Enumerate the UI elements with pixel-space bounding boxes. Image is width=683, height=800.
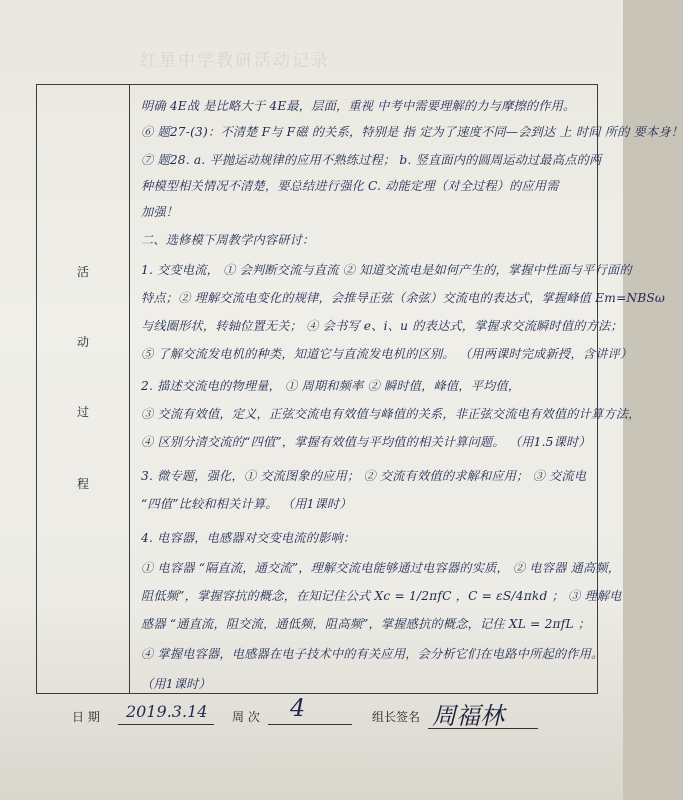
bleed-through-header: 红星中学教研活动记录 [140,51,330,71]
content-line: 1. 交变电流， ① 会判断交流与直流 ② 知道交流电是如何产生的，掌握中性面与平行面的 [141,263,632,277]
date-label: 日 期 [72,710,100,724]
content-line: ⑦ 题28. a. 平抛运动规律的应用不熟练过程； b. 竖直面内的圆周运动过最高点的两 [141,153,602,167]
content-line: 感器 “通直流，阻交流，通低频，阻高频”，掌握感抗的概念，记住 XL = 2πfL ； [141,617,591,631]
content-line: 加强！ [141,205,179,219]
content-line: ① 电容器 “隔直流，通交流”，理解交流电能够通过电容器的实质， ② 电容器 通高频， [141,561,621,575]
activity-process-label-column [37,85,130,693]
content-line: 特点；② 理解交流电变化的规律，会推导正弦（余弦）交流电的表达式，掌握峰值 Em=NBSω [141,291,666,305]
week-value: 4 [290,694,306,722]
handwritten-content [141,85,683,693]
content-line: 种模型相关情况不清楚，要总结进行强化 C. 动能定理（对全过程）的应用需 [141,179,559,193]
content-line: “四值”比较和相关计算。 （用1课时） [141,497,352,511]
sign-label: 组长签名 [372,710,421,724]
content-line: 二、选修模下周教学内容研讨： [141,233,315,247]
sign-underline [428,728,538,729]
content-line: （用1课时） [141,677,211,691]
activity-record-table [36,84,683,694]
content-line: 4. 电容器，电感器对交变电流的影响： [141,531,356,545]
content-line: ⑤ 了解交流发电机的种类，知道它与直流发电机的区别。 （用两课时完成新授，含讲评） [141,347,633,361]
side-label-char: 程 [77,477,90,491]
content-line: ④ 掌握电容器，电感器在电子技术中的有关应用，会分析它们在电路中所起的作用。 [141,647,604,661]
content-line: ③ 交流有效值，定义，正弦交流电有效值与峰值的关系，非正弦交流电有效值的计算方法， [141,407,641,421]
content-line: 与线圈形状，转轴位置无关； ④ 会书写 e、i、u 的表达式，掌握求交流瞬时值的方法； [141,319,623,333]
date-underline [118,724,214,725]
side-label-char: 活 [77,265,90,279]
date-value: 2019.3.14 [126,702,208,721]
content-line: 明确 4E战 是比略大于 4E最，层面，重视 中考中需要理解的力与摩擦的作用。 [141,99,576,113]
content-line: ④ 区别分清交流的“四值”，掌握有效值与平均值的相关计算问题。 （用1.5课时） [141,435,591,449]
week-label: 周 次 [232,710,260,724]
week-underline [268,724,352,725]
content-line: 3. 微专题，强化，① 交流图象的应用； ② 交流有效值的求解和应用； ③ 交流电 [141,469,587,483]
leader-signature: 周福林 [432,702,504,730]
content-line: 阻低频”，掌握容抗的概念，在知记住公式 Xc = 1/2πfC ，C = εS/4πkd ； ③ 理解电 [141,589,622,603]
content-line: ⑥ 题27-(3)：不清楚 F与 F磁 的关系，特别是 指 定为了速度不同—会到达 上 时间 所的 要本身！ [141,125,683,139]
side-label-char: 过 [77,405,90,419]
side-label-char: 动 [77,335,90,349]
content-line: 2. 描述交流电的物理量， ① 周期和频率 ② 瞬时值，峰值，平均值， [141,379,521,393]
